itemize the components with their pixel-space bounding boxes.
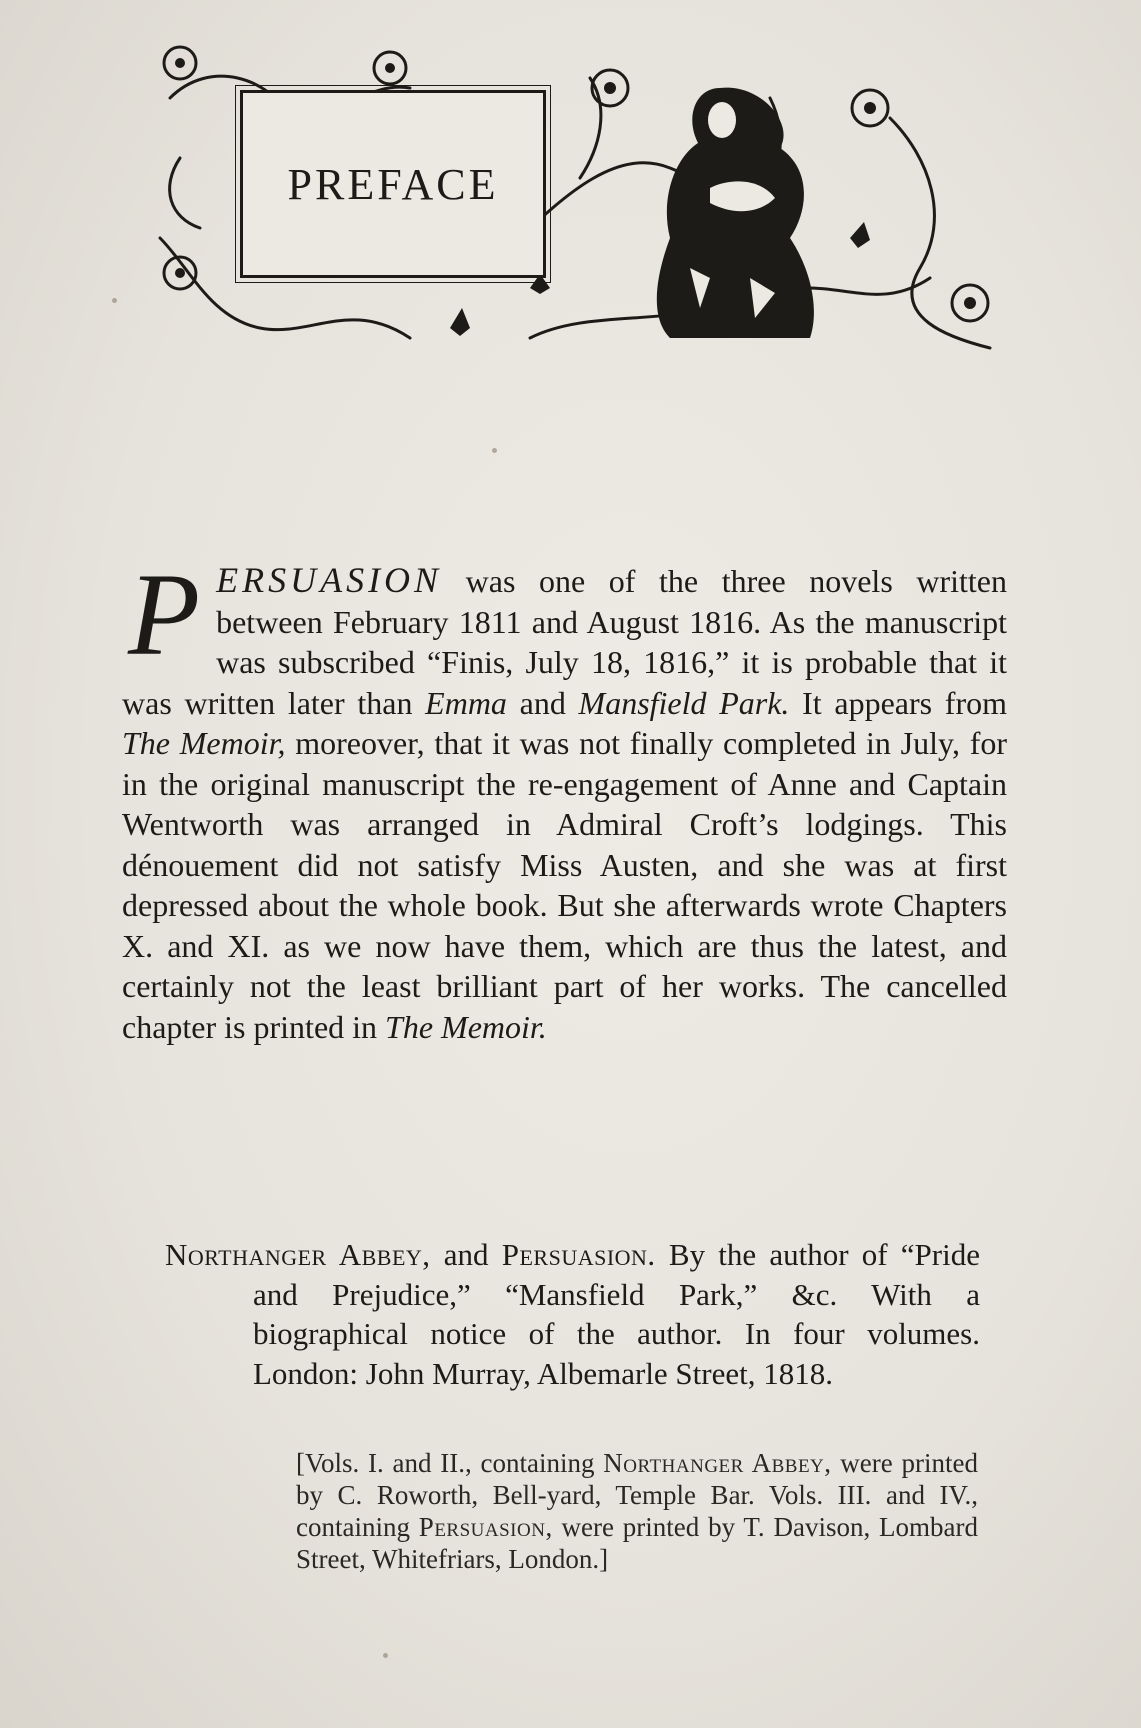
printer-note: [296, 1447, 978, 1575]
note-text-2: were printed by C. Roworth, Bell-yard, Temple Bar. Vols. III. and IV., containing: [296, 1448, 979, 1542]
lead-caps: ERSUASION: [216, 560, 443, 600]
biblio-connector: and: [430, 1237, 502, 1272]
preface-paragraph: [122, 549, 1008, 1047]
paper-speck: [383, 1653, 388, 1658]
paper-speck: [112, 298, 117, 303]
note-title-1: Northanger Abbey,: [603, 1448, 832, 1478]
drop-cap: P: [128, 549, 201, 680]
page-title: PREFACE: [287, 159, 499, 209]
biblio-title-2: Persuasion.: [501, 1237, 656, 1272]
preface-title-box: [240, 90, 546, 278]
biblio-title-1: Northanger Abbey,: [165, 1237, 431, 1272]
paragraph-text-3: It appears from: [789, 684, 1007, 721]
note-text-3: were printed by T. Davison, Lombard Street, Whitefriars, London.]: [296, 1512, 978, 1574]
note-title-2: Persuasion,: [418, 1512, 553, 1542]
note-text-1: [Vols. I. and II., containing: [296, 1448, 604, 1478]
paragraph-text-4: moreover, that it was not finally completed in July, for in the original manuscript the re-engagement of Anne and Captain Wentworth was arranged in Admiral Croft’s lodgings. This dénouement did not satisfy Miss Austen, and she was at first depressed about the whole book. But she afterwards wrote Chapters X. and XI. as we now have them, which are thus the latest, and certainly not the least brilliant part of her works. The cancelled chapter is printed in: [122, 725, 1008, 1045]
title-mansfield-park: Mansfield Park.: [578, 684, 790, 721]
title-the-memoir: The Memoir,: [122, 725, 286, 761]
paper-speck: [492, 448, 497, 453]
title-emma: Emma: [425, 684, 507, 721]
biblio-details: By the author of “Pride and Prejudice,” “Mansfield Park,” &c. With a biographical notice of the author. In four volumes. London: John Murray, Albemarle Street, 1818.: [253, 1237, 980, 1391]
title-the-memoir-2: The Memoir.: [385, 1008, 547, 1045]
paragraph-text-1: was one of the three novels written between February 1811 and August 1816. As the manuscript was subscribed “Finis, July 18, 1816,” it is probable that it was written later than: [122, 563, 1007, 721]
paragraph-text-2: and: [506, 684, 579, 721]
bibliography-entry: [165, 1235, 980, 1393]
